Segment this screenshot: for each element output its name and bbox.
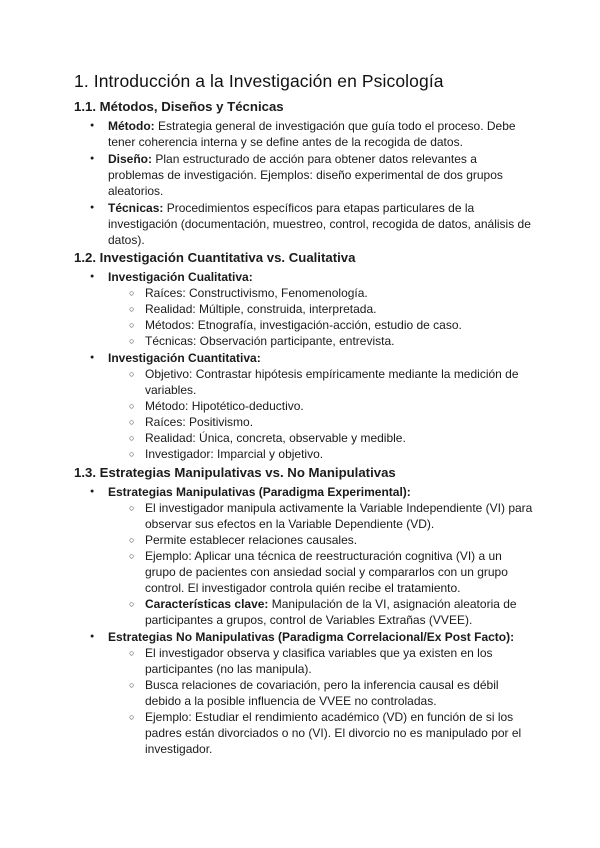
methods-list <box>74 118 534 248</box>
term-caracteristicas: Características clave: <box>145 597 269 611</box>
sub-item: ○ Investigador: Imparcial y objetivo. <box>108 446 534 462</box>
sub-item-key-features <box>108 596 534 628</box>
cuantitativa-sublist <box>108 366 534 462</box>
list-item-diseno <box>74 151 534 199</box>
label-manipulativas: Estrategias Manipulativas (Paradigma Experimental): <box>108 485 411 499</box>
sub-item: ○ El investigador observa y clasifica variables que ya existen en los participantes (no las manipula). <box>108 645 534 677</box>
label-cuantitativa: Investigación Cuantitativa: <box>108 351 261 365</box>
section-1-3 <box>74 465 534 757</box>
section-1-2 <box>74 250 534 462</box>
sub-item: ○ Técnicas: Observación participante, entrevista. <box>108 333 534 349</box>
sub-item: ○ Permite establecer relaciones causales. <box>108 532 534 548</box>
desc-caracteristicas: Manipulación de la VI, asignación aleatoria de participantes a grupos, control de Variables Extrañas (VVEE). <box>145 597 517 627</box>
section-heading-1-2: 1.2. Investigación Cuantitativa vs. Cualitativa <box>74 250 356 265</box>
section-1-1 <box>74 99 534 248</box>
manipulativas-sublist <box>108 500 534 628</box>
sub-item: ○ Ejemplo: Estudiar el rendimiento académico (VD) en función de si los padres están divorciados o no (VI). El divorcio no es manipulado por el investigador. <box>108 709 534 757</box>
sub-item: ○ Objetivo: Contrastar hipótesis empíricamente mediante la medición de variables. <box>108 366 534 398</box>
desc-metodo: Estrategia general de investigación que guía todo el proceso. Debe tener coherencia interna y se define antes de la recogida de datos. <box>108 119 516 149</box>
document-page <box>74 71 534 758</box>
research-types-list <box>74 269 534 462</box>
list-item-tecnicas <box>74 200 534 248</box>
strategies-list <box>74 484 534 757</box>
term-tecnicas: Técnicas: <box>108 201 164 215</box>
section-heading-1-3: 1.3. Estrategias Manipulativas vs. No Manipulativas <box>74 465 396 480</box>
list-item-no-manipulativas <box>74 629 534 757</box>
sub-item: ○ Método: Hipotético-deductivo. <box>108 398 534 414</box>
list-item-manipulativas <box>74 484 534 628</box>
sub-item: ○ Realidad: Múltiple, construida, interpretada. <box>108 301 534 317</box>
sub-item: ○ Busca relaciones de covariación, pero la inferencia causal es débil debido a la posible influencia de VVEE no controladas. <box>108 677 534 709</box>
list-item-metodo <box>74 118 534 150</box>
sub-item: ○ Raíces: Positivismo. <box>108 414 534 430</box>
sub-item: ○ Métodos: Etnografía, investigación-acción, estudio de caso. <box>108 317 534 333</box>
no-manipulativas-sublist <box>108 645 534 757</box>
sub-item: ○ Raíces: Constructivismo, Fenomenología. <box>108 285 534 301</box>
desc-tecnicas: Procedimientos específicos para etapas particulares de la investigación (documentación, muestreo, control, recogida de datos, análisis de datos). <box>108 201 531 247</box>
page-title: 1. Introducción a la Investigación en Psicología <box>74 71 444 91</box>
label-no-manipulativas: Estrategias No Manipulativas (Paradigma Correlacional/Ex Post Facto): <box>108 630 515 644</box>
sub-item: ○ El investigador manipula activamente la Variable Independiente (VI) para observar sus efectos en la Variable Dependiente (VD). <box>108 500 534 532</box>
list-item-cualitativa <box>74 269 534 349</box>
label-cualitativa: Investigación Cualitativa: <box>108 270 253 284</box>
section-heading-1-1: 1.1. Métodos, Diseños y Técnicas <box>74 99 284 114</box>
list-item-cuantitativa <box>74 350 534 462</box>
term-metodo: Método: <box>108 119 155 133</box>
term-diseno: Diseño: <box>108 152 153 166</box>
sub-item: ○ Ejemplo: Aplicar una técnica de reestructuración cognitiva (VI) a un grupo de pacientes con ansiedad social y compararlos con un grupo control. El investigador controla quién recibe el tratamiento. <box>108 548 534 596</box>
cualitativa-sublist <box>108 285 534 349</box>
desc-diseno: Plan estructurado de acción para obtener datos relevantes a problemas de investigación. Ejemplos: diseño experimental de dos grupos aleatorios. <box>108 152 503 198</box>
sub-item: ○ Realidad: Única, concreta, observable y medible. <box>108 430 534 446</box>
